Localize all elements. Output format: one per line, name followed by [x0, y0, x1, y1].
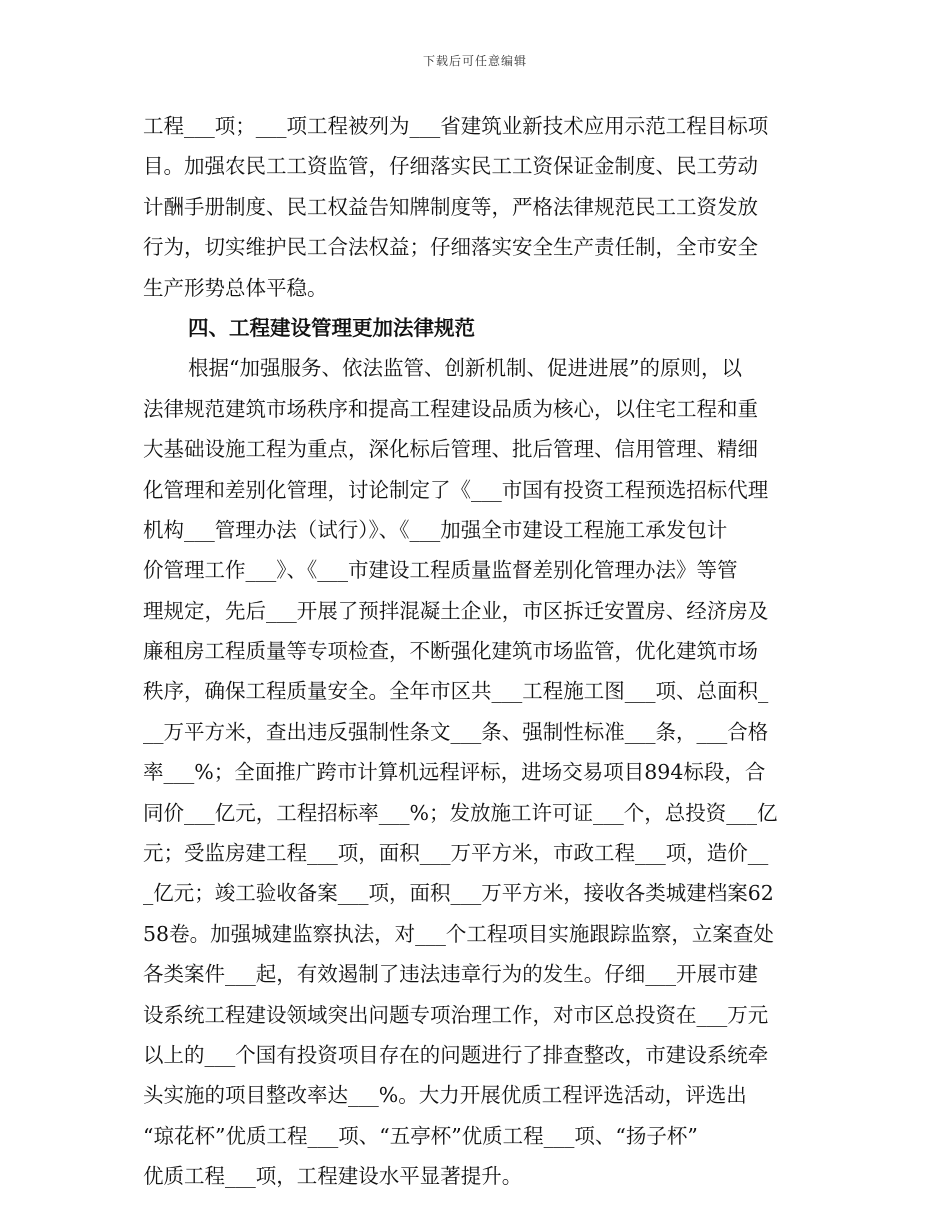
- text-line: __万平方米，查出违反强制性条文___条、强制性标准___条，___合格: [143, 719, 769, 744]
- text-line: 工程___项；___项工程被列为___省建筑业新技术应用示范工程目标项: [143, 114, 769, 138]
- text-line: 廉租房工程质量等专项检查，不断强化建筑市场监管，优化建筑市场: [143, 639, 758, 664]
- section-heading: 四、工程建设管理更加法律规范: [188, 315, 475, 340]
- text-line: 以上的___个国有投资项目存在的问题进行了排查整改，市建设系统牵: [143, 1042, 769, 1067]
- text-line: 行为，切实维护民工合法权益；仔细落实安全生产责任制，全市安全: [143, 235, 758, 260]
- text-line: 率___%；全面推广跨市计算机远程评标，进场交易项目894标段，合: [143, 760, 766, 785]
- text-line: 理规定，先后___开展了预拌混凝土企业，市区拆迁安置房、经济房及: [143, 598, 769, 623]
- text-line: 法律规范建筑市场秩序和提高工程建设品质为核心，以住宅工程和重: [143, 396, 758, 421]
- text-line: _亿元；竣工验收备案___项，面积___万平方米，接收各类城建档案62: [143, 881, 774, 906]
- text-line: 价管理工作___》、《___市建设工程质量监督差别化管理办法》等管: [143, 558, 738, 583]
- page-header: 下载后可任意编辑: [422, 54, 527, 68]
- text-line: 设系统工程建设领域突出问题专项治理工作，对市区总投资在___万元: [143, 1002, 769, 1027]
- text-line: 元；受监房建工程___项，面积___万平方米，市政工程___项，造价__: [143, 841, 769, 866]
- text-line: 头实施的项目整改率达___%。大力开展优质工程评选活动，评选出: [143, 1083, 747, 1108]
- text-line: 根据“加强服务、依法监管、创新机制、促进进展”的原则，以: [188, 356, 742, 381]
- text-line: 生产形势总体平稳。: [143, 275, 328, 300]
- body-text: [143, 106, 815, 1197]
- text-line: 计酬手册制度、民工权益告知牌制度等，严格法律规范民工工资发放: [143, 194, 758, 219]
- text-line: “琼花杯”优质工程___项、“五亭杯”优质工程___项、“扬子杯”: [143, 1123, 698, 1148]
- text-line: 机构___管理办法（试行）》、《___加强全市建设工程施工承发包计: [143, 517, 728, 542]
- text-line: 58卷。加强城建监察执法，对___个工程项目实施跟踪监察，立案查处: [143, 921, 774, 946]
- text-line: 优质工程___项，工程建设水平显著提升。: [143, 1164, 523, 1189]
- text-line: 各类案件___起，有效遏制了违法违章行为的发生。仔细___开展市建: [143, 962, 758, 987]
- text-line: 大基础设施工程为重点，深化标后管理、批后管理、信用管理、精细: [143, 437, 758, 462]
- text-line: 目。加强农民工工资监管，仔细落实民工工资保证金制度、民工劳动: [143, 154, 758, 179]
- text-line: 化管理和差别化管理，讨论制定了《___市国有投资工程预选招标代理: [143, 477, 769, 502]
- text-line: 同价___亿元，工程招标率___%；发放施工许可证___个，总投资___亿: [143, 800, 778, 825]
- text-line: 秩序，确保工程质量安全。全年市区共___工程施工图___项、总面积_: [143, 679, 769, 704]
